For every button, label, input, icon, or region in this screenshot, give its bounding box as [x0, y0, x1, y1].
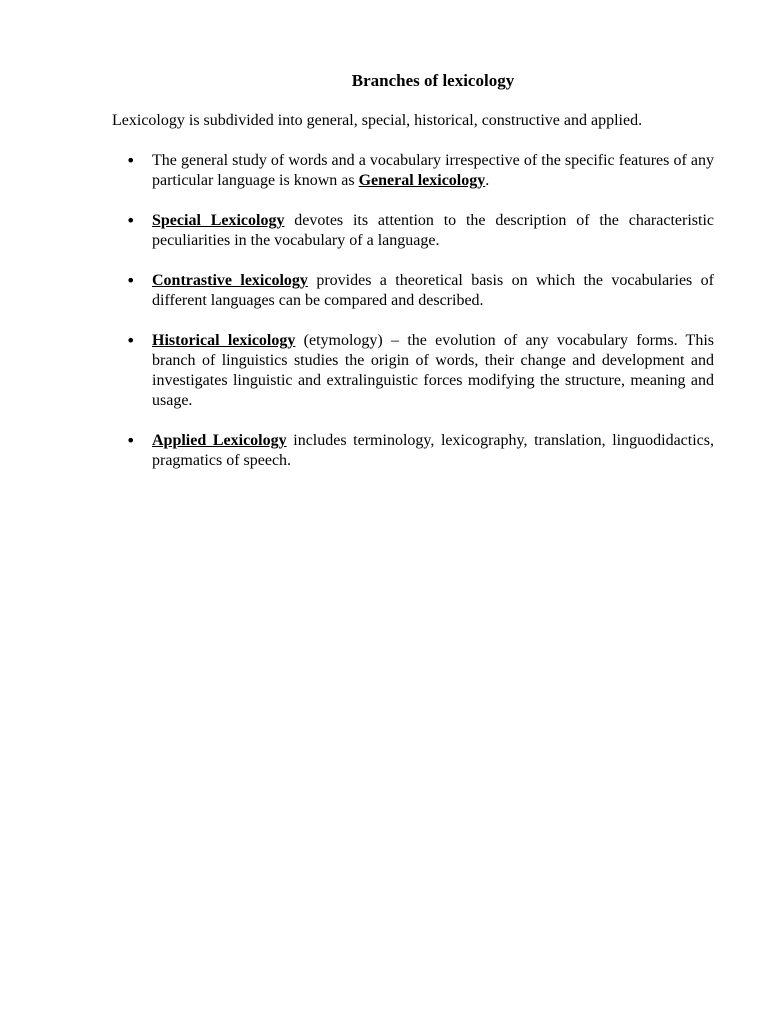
term-historical-lexicology: Historical lexicology: [152, 332, 296, 349]
bullet-icon: •: [126, 151, 136, 170]
list-item-text: [152, 271, 714, 311]
item-text-after: provides a theoretical basis on which the vocabularies of different languages can be compared and described.: [152, 272, 714, 309]
list-item-text: [152, 211, 714, 251]
term-general-lexicology: General lexicology: [358, 172, 486, 189]
term-contrastive-lexicology: Contrastive lexicology: [152, 272, 308, 289]
list-item-text: [152, 331, 714, 411]
item-text-before: The general study of words and a vocabulary irrespective of the specific features of any particular language is known as: [152, 152, 714, 189]
bullet-icon: •: [126, 431, 136, 450]
item-text-after: includes terminology, lexicography, translation, linguodidactics, pragmatics of speech.: [152, 432, 714, 469]
bullet-icon: •: [126, 271, 136, 290]
list-item-text: [152, 431, 714, 471]
document-title: Branches of lexicology: [351, 71, 515, 90]
term-special-lexicology: Special Lexicology: [152, 212, 285, 229]
term-applied-lexicology: Applied Lexicology: [152, 432, 287, 449]
intro-paragraph: Lexicology is subdivided into general, special, historical, constructive and applied.: [112, 112, 643, 129]
item-text-after: devotes its attention to the description of the characteristic peculiarities in the vocabulary of a language.: [152, 212, 714, 249]
bullet-icon: •: [126, 211, 136, 230]
item-text-after: (etymology) – the evolution of any vocabulary forms. This branch of linguistics studies the origin of words, their change and development and investigates linguistic and extralinguistic forces modifying the structure, meaning and usage.: [152, 332, 715, 409]
item-text-after: .: [485, 172, 490, 189]
bullet-icon: •: [126, 331, 136, 350]
list-item-text: [152, 151, 714, 191]
